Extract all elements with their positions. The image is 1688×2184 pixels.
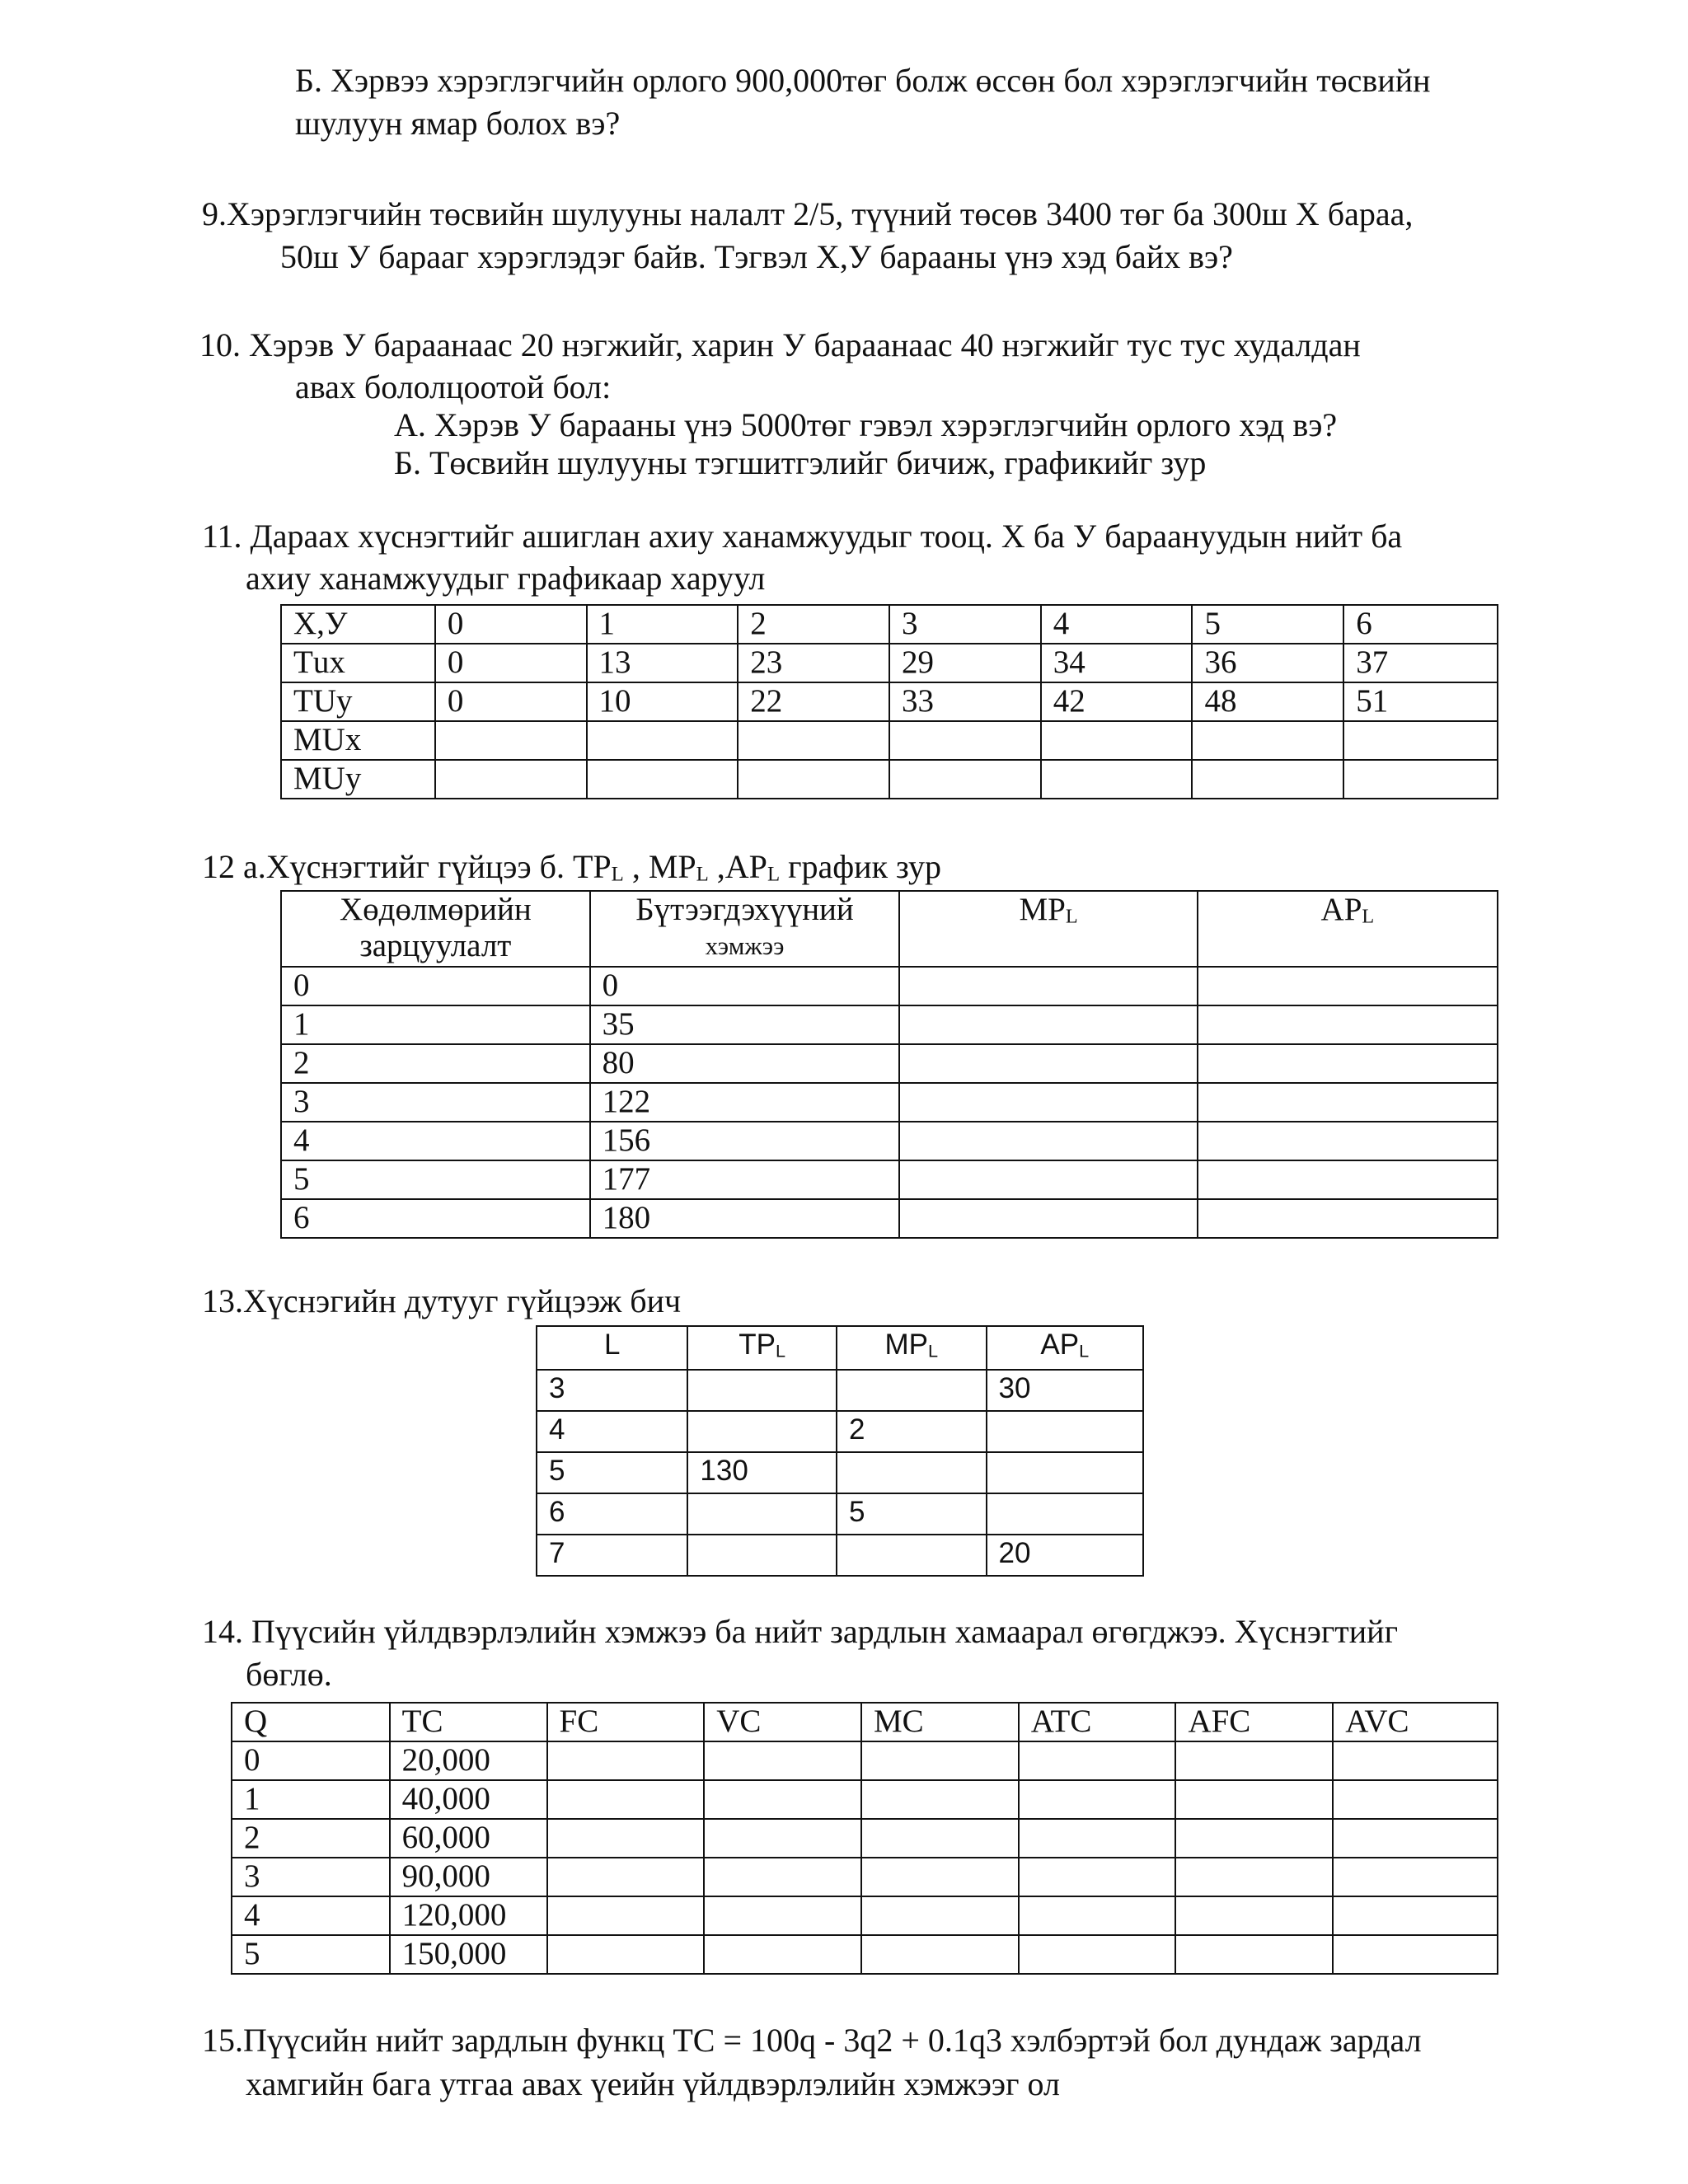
table-row [281,644,1498,682]
table-cell: 3 [281,1083,590,1122]
table-cell [861,1935,1019,1974]
q15-line1: 15.Пүүсийн нийт зардлын функц TC = 100q - 3q2 + 0.1q3 хэлбэртэй бол дундаж зардал [202,2022,1422,2059]
table-cell [704,1935,861,1974]
table-cell: 1 [281,1005,590,1044]
table-cell: 2 [837,1411,987,1452]
table-row [281,1199,1498,1238]
table-cell: 2 [738,605,889,644]
table-row [537,1493,1143,1535]
table-cell: 1 [587,605,738,644]
header-mpl [837,1326,987,1370]
table-row [281,891,1498,967]
table-cell [1198,1122,1498,1160]
q12-title-part: график зур [780,848,941,885]
table-cell [837,1535,987,1576]
table-cell: 4 [1041,605,1193,644]
q10-option-b: Б. Төсвийн шулууны тэгшитгэлийг бичиж, графикийг зур [394,444,1207,481]
table-cell [987,1411,1144,1452]
table-cell: 1 [232,1780,390,1819]
table-cell [1019,1780,1176,1819]
table-cell [861,1741,1019,1780]
table-cell [1198,1044,1498,1083]
q9-line2: 50ш У барааг хэрэглэдэг байв. Тэгвэл Х,У барааны үнэ хэд байх вэ? [280,238,1233,275]
table-cell: 5 [232,1935,390,1974]
table-cell: 0 [232,1741,390,1780]
table-cell [1198,967,1498,1005]
q12-title-part: ,AP [708,848,767,885]
table-cell [1198,1160,1498,1199]
header-l: L [537,1326,687,1370]
table-cell [1175,1896,1333,1935]
table-cell: 3 [537,1370,687,1411]
table-cell: 120,000 [390,1896,547,1935]
table-cell [899,1199,1197,1238]
q8b-line1: Б. Хэрвээ хэрэглэгчийн орлого 900,000төг болж өссөн бол хэрэглэгчийн төсвийн [295,62,1431,99]
header-mc: MC [861,1703,1019,1741]
table-row [281,721,1498,760]
table-cell [1175,1780,1333,1819]
table-cell [1333,1741,1498,1780]
table-cell: 37 [1343,644,1498,682]
table-cell [587,721,738,760]
table-cell [1041,721,1193,760]
q9-line1: 9.Хэрэглэгчийн төсвийн шулууны налалт 2/5, түүний төсөв 3400 төг ба 300ш Х бараа, [202,195,1414,232]
table-cell [738,721,889,760]
table-cell: 30 [987,1370,1144,1411]
table-row [281,967,1498,1005]
table-cell [547,1858,705,1896]
header-labor [281,891,590,967]
table-cell: 60,000 [390,1819,547,1858]
table-cell [587,760,738,799]
table-row [232,1858,1498,1896]
header-line: хэмжээ [705,931,785,960]
table-cell: 36 [1192,644,1343,682]
header-mpl [899,891,1197,967]
table-row [232,1896,1498,1935]
table-cell: 10 [587,682,738,721]
table-row [537,1535,1143,1576]
table-cell: Х,У [281,605,435,644]
q10-line1: 10. Хэрэв У бараанаас 20 нэгжийг, харин У бараанаас 40 нэгжийг тус тус худалдан [199,326,1361,363]
q15-line2: хамгийн бага утгаа авах үеийн үйлдвэрлэлийн хэмжээг ол [246,2065,1060,2102]
header-text: MP [884,1329,928,1361]
table-cell [704,1896,861,1935]
table-cell: 33 [889,682,1041,721]
table-cell [1333,1935,1498,1974]
table-row [281,1044,1498,1083]
table-row [537,1326,1143,1370]
q10-line2: авах бололцоотой бол: [295,368,612,405]
table-cell [1333,1819,1498,1858]
q12-production-table [280,890,1498,1239]
q12-title-part: 12 а.Хүснэгтийг гүйцээ б. TP [202,848,612,885]
table-cell [1198,1005,1498,1044]
table-cell: 0 [590,967,900,1005]
table-cell: 90,000 [390,1858,547,1896]
table-cell [435,721,587,760]
table-cell [704,1858,861,1896]
q13-table [536,1325,1144,1577]
header-text: AP [1040,1329,1080,1361]
table-cell: 3 [232,1858,390,1896]
table-cell [1175,1935,1333,1974]
table-cell: 0 [435,644,587,682]
table-row [232,1703,1498,1741]
table-cell [1175,1819,1333,1858]
table-cell [1343,760,1498,799]
table-cell [987,1493,1144,1535]
table-cell: 156 [590,1122,900,1160]
header-sub: L [776,1340,786,1361]
table-cell: 29 [889,644,1041,682]
table-cell: 130 [687,1452,837,1493]
table-cell [704,1780,861,1819]
header-apl [987,1326,1144,1370]
header-q: Q [232,1703,390,1741]
table-cell [1343,721,1498,760]
header-line: зарцуулалт [359,928,512,963]
table-cell [837,1452,987,1493]
table-cell: 35 [590,1005,900,1044]
header-text: MP [1019,892,1066,927]
table-cell: 122 [590,1083,900,1122]
table-cell [889,721,1041,760]
table-cell: 5 [537,1452,687,1493]
table-row [281,760,1498,799]
table-cell: 3 [889,605,1041,644]
q13-title: 13.Хүснэгийн дутууг гүйцээж бич [202,1282,682,1319]
header-output [590,891,900,967]
table-cell: 5 [837,1493,987,1535]
header-sub: L [1362,905,1375,928]
table-cell [899,1122,1197,1160]
q12-title-sub: L [696,863,709,886]
header-sub: L [1079,1340,1090,1361]
table-cell: MUx [281,721,435,760]
q10-option-a: А. Хэрэв У барааны үнэ 5000төг гэвэл хэрэглэгчийн орлого хэд вэ? [394,406,1338,443]
table-cell [987,1452,1144,1493]
header-afc: AFC [1175,1703,1333,1741]
header-line: Хөдөлмөрийн [339,892,532,927]
q11-line2: ахиу ханамжуудыг графикаар харуул [246,560,766,597]
table-row [281,1083,1498,1122]
table-cell [1333,1858,1498,1896]
header-line: Бүтээгдэхүүний [635,892,854,927]
header-text: AP [1320,892,1362,927]
table-cell [738,760,889,799]
table-cell: 20 [987,1535,1144,1576]
table-cell: 2 [281,1044,590,1083]
table-cell [1019,1741,1176,1780]
table-cell [899,967,1197,1005]
table-row [232,1741,1498,1780]
table-cell [687,1493,837,1535]
table-cell [899,1044,1197,1083]
table-cell [889,760,1041,799]
table-cell [547,1896,705,1935]
table-cell [1019,1896,1176,1935]
header-sub: L [1065,905,1078,928]
table-cell: TUy [281,682,435,721]
table-cell [1175,1741,1333,1780]
table-cell: 177 [590,1160,900,1199]
table-cell [899,1083,1197,1122]
q12-title-sub: L [611,863,624,886]
table-cell [1041,760,1193,799]
table-cell: 4 [281,1122,590,1160]
table-cell [861,1819,1019,1858]
table-cell [1019,1935,1176,1974]
table-cell [1175,1858,1333,1896]
table-cell [899,1005,1197,1044]
table-row [232,1780,1498,1819]
header-vc: VC [704,1703,861,1741]
table-cell [861,1896,1019,1935]
table-cell [861,1858,1019,1896]
header-fc: FC [547,1703,705,1741]
table-cell: 150,000 [390,1935,547,1974]
table-cell: 80 [590,1044,900,1083]
q14-line2: бөглө. [246,1656,332,1693]
table-cell [687,1535,837,1576]
table-cell: 42 [1041,682,1193,721]
table-cell [1198,1199,1498,1238]
table-cell: 7 [537,1535,687,1576]
q8b-line2: шулуун ямар болох вэ? [295,105,621,142]
table-cell [1192,760,1343,799]
table-cell [1333,1896,1498,1935]
table-cell: 5 [281,1160,590,1199]
table-cell: 4 [537,1411,687,1452]
header-atc: ATC [1019,1703,1176,1741]
table-cell: 22 [738,682,889,721]
table-row [281,605,1498,644]
table-row [281,1160,1498,1199]
q14-cost-table [231,1702,1498,1975]
table-cell [1192,721,1343,760]
q14-line1: 14. Пүүсийн үйлдвэрлэлийн хэмжээ ба нийт зардлын хамаарал өгөгджээ. Хүснэгтийг [202,1613,1398,1650]
header-apl [1198,891,1498,967]
header-text: TP [738,1329,776,1361]
q12-title [202,847,941,895]
table-cell [547,1819,705,1858]
table-cell: 0 [435,682,587,721]
header-tc: TC [390,1703,547,1741]
q11-utility-table [280,604,1498,799]
table-row [281,682,1498,721]
table-row [232,1935,1498,1974]
table-cell: 6 [537,1493,687,1535]
table-cell: 0 [281,967,590,1005]
table-cell: 180 [590,1199,900,1238]
table-cell: 40,000 [390,1780,547,1819]
header-sub: L [927,1340,939,1361]
q12-title-part: , MP [623,848,696,885]
q12-title-sub: L [767,863,781,886]
table-cell: 6 [281,1199,590,1238]
table-cell [899,1160,1197,1199]
table-cell [547,1741,705,1780]
q11-line1: 11. Дараах хүснэгтийг ашиглан ахиу ханамжуудыг тооц. Х ба У бараануудын нийт ба [202,518,1403,555]
table-cell [1019,1858,1176,1896]
table-cell: 48 [1192,682,1343,721]
header-tpl [687,1326,837,1370]
table-cell: 4 [232,1896,390,1935]
table-cell [547,1780,705,1819]
table-cell: 5 [1192,605,1343,644]
table-row [537,1411,1143,1452]
table-cell: 20,000 [390,1741,547,1780]
table-cell [547,1935,705,1974]
table-cell [1019,1819,1176,1858]
table-cell [687,1411,837,1452]
table-row [537,1370,1143,1411]
table-cell [837,1370,987,1411]
table-cell [861,1780,1019,1819]
table-cell: 6 [1343,605,1498,644]
header-avc: AVC [1333,1703,1498,1741]
table-cell: 13 [587,644,738,682]
table-cell: 51 [1343,682,1498,721]
table-cell: 23 [738,644,889,682]
table-cell: 0 [435,605,587,644]
table-row [281,1122,1498,1160]
table-cell [1198,1083,1498,1122]
table-row [232,1819,1498,1858]
table-cell [704,1819,861,1858]
table-cell: Тux [281,644,435,682]
table-cell [704,1741,861,1780]
table-row [281,1005,1498,1044]
table-cell: 2 [232,1819,390,1858]
table-cell [1333,1780,1498,1819]
table-cell [435,760,587,799]
table-cell: MUy [281,760,435,799]
table-cell [687,1370,837,1411]
table-row [537,1452,1143,1493]
table-cell: 34 [1041,644,1193,682]
